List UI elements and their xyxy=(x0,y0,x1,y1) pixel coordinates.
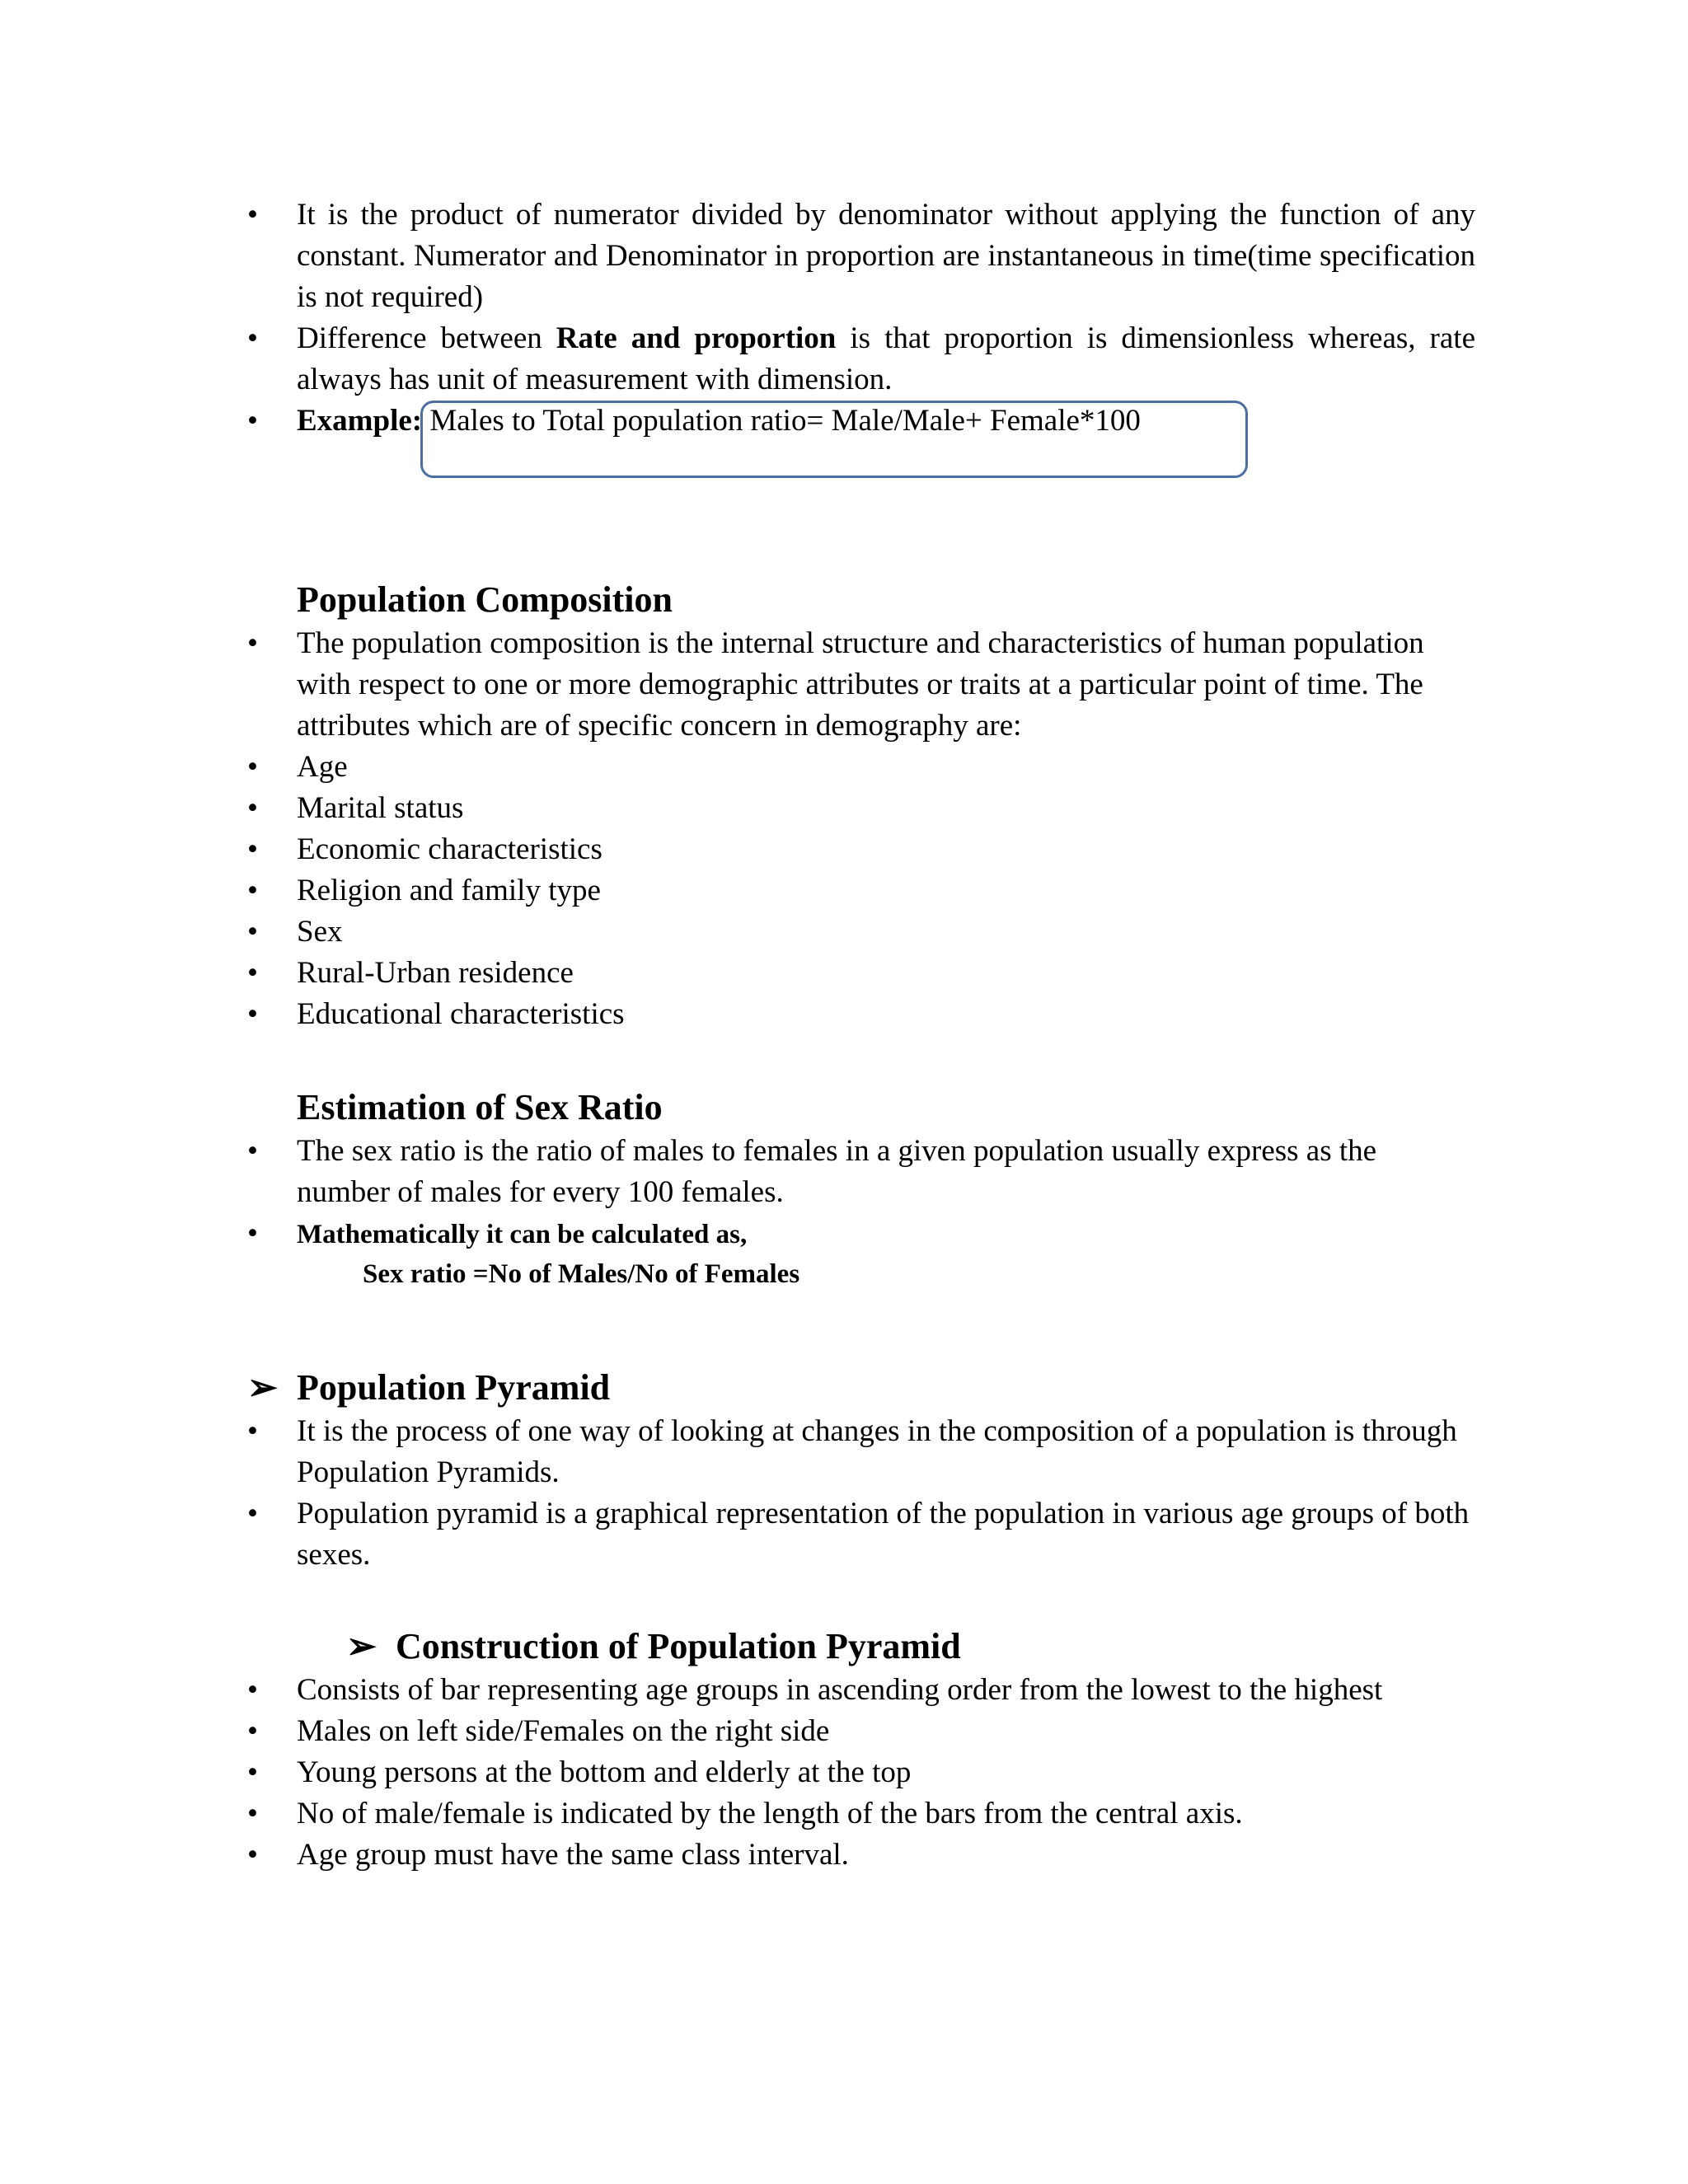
item-text: It is the process of one way of looking at changes in the composition of a population is through Population Pyramids. xyxy=(297,1414,1457,1489)
bullet-icon: • xyxy=(247,1216,258,1250)
bullet-icon: • xyxy=(247,626,258,660)
item-text: Consists of bar representing age groups in ascending order from the lowest to the highest xyxy=(297,1673,1383,1707)
bullet-icon: • xyxy=(247,791,258,825)
pyramid-section xyxy=(247,1365,1475,1576)
list-item xyxy=(247,1752,1475,1793)
arrow-bullet-icon: ➢ xyxy=(247,1367,278,1408)
list-item xyxy=(247,994,1475,1035)
bullet-icon: • xyxy=(247,956,258,990)
bullet-icon: • xyxy=(247,915,258,949)
math-label: Mathematically it can be calculated as, xyxy=(297,1220,748,1249)
list-item xyxy=(247,1835,1475,1876)
item-text: Sex xyxy=(297,915,343,949)
list-item xyxy=(247,1711,1475,1752)
list-item xyxy=(247,1411,1475,1493)
list-item xyxy=(247,1213,1475,1255)
list-item xyxy=(247,1670,1475,1711)
item-text-post: is that proportion is dimensionless whereas, rate always has unit of measurement with dimension. xyxy=(297,321,1475,396)
item-text: Economic characteristics xyxy=(297,832,603,866)
bullet-icon: • xyxy=(247,404,258,438)
item-text: Educational characteristics xyxy=(297,997,625,1031)
bullet-icon: • xyxy=(247,1755,258,1789)
example-callout-box xyxy=(420,401,1248,478)
section-heading xyxy=(247,1624,1475,1670)
list-item xyxy=(247,194,1475,318)
bullet-icon: • xyxy=(247,1797,258,1830)
list-item xyxy=(247,829,1475,870)
item-text: Age xyxy=(297,750,348,784)
list-item xyxy=(247,788,1475,829)
list-item xyxy=(247,1493,1475,1576)
bullet-icon: • xyxy=(247,1714,258,1748)
bullet-icon: • xyxy=(247,1134,258,1168)
list-item xyxy=(247,953,1475,994)
list-item xyxy=(247,912,1475,953)
item-text-pre: Difference between xyxy=(297,321,556,355)
item-text: It is the product of numerator divided by denominator without applying the function of any constant. Numerator and Denominator in proportion are instantaneous in time(time specification is not required) xyxy=(297,198,1475,314)
item-text: Rural-Urban residence xyxy=(297,956,574,990)
arrow-bullet-icon: ➢ xyxy=(346,1626,377,1666)
bullet-icon: • xyxy=(247,198,258,232)
item-text: No of male/female is indicated by the length of the bars from the central axis. xyxy=(297,1797,1243,1830)
list-item xyxy=(247,747,1475,788)
list-item xyxy=(247,1131,1475,1213)
section-heading: Estimation of Sex Ratio xyxy=(297,1087,663,1127)
section-heading: Population Composition xyxy=(297,579,673,620)
example-text: Males to Total population ratio= Male/Male+ Female*100 xyxy=(422,404,1141,438)
sex-ratio-formula: Sex ratio =No of Males/No of Females xyxy=(363,1259,800,1289)
item-text: The sex ratio is the ratio of males to females in a given population usually express as the number of males for every 100 females. xyxy=(297,1134,1377,1209)
item-text: Young persons at the bottom and elderly at the top xyxy=(297,1755,912,1789)
item-text-bold: Rate and proportion xyxy=(556,321,837,355)
list-item xyxy=(247,870,1475,912)
heading-text: Population Pyramid xyxy=(297,1367,611,1408)
sex-ratio-section xyxy=(247,1085,1475,1293)
composition-section xyxy=(247,577,1475,1035)
list-item xyxy=(247,1793,1475,1835)
item-text: Population pyramid is a graphical representation of the population in various age groups of both sexes. xyxy=(297,1497,1470,1572)
bullet-icon: • xyxy=(247,832,258,866)
item-text: Marital status xyxy=(297,791,464,825)
bullet-icon: • xyxy=(247,321,258,355)
bullet-icon: • xyxy=(247,1497,258,1530)
list-item xyxy=(247,318,1475,401)
construction-section xyxy=(247,1624,1475,1876)
bullet-icon: • xyxy=(247,874,258,907)
section-heading xyxy=(247,1365,1475,1411)
bullet-icon: • xyxy=(247,1673,258,1707)
item-text: The population composition is the internal structure and characteristics of human population with respect to one or more demographic attributes or traits at a particular point of time. The attributes which are of specific concern in demography are: xyxy=(297,626,1424,743)
item-text: Males on left side/Females on the right side xyxy=(297,1714,830,1748)
example-label: Example: xyxy=(297,404,423,438)
list-item xyxy=(247,623,1475,747)
heading-text: Construction of Population Pyramid xyxy=(396,1626,961,1666)
item-text: Age group must have the same class interval. xyxy=(297,1838,849,1872)
bullet-icon: • xyxy=(247,997,258,1031)
bullet-icon: • xyxy=(247,1838,258,1872)
bullet-icon: • xyxy=(247,1414,258,1448)
bullet-icon: • xyxy=(247,750,258,784)
item-text: Religion and family type xyxy=(297,874,601,907)
